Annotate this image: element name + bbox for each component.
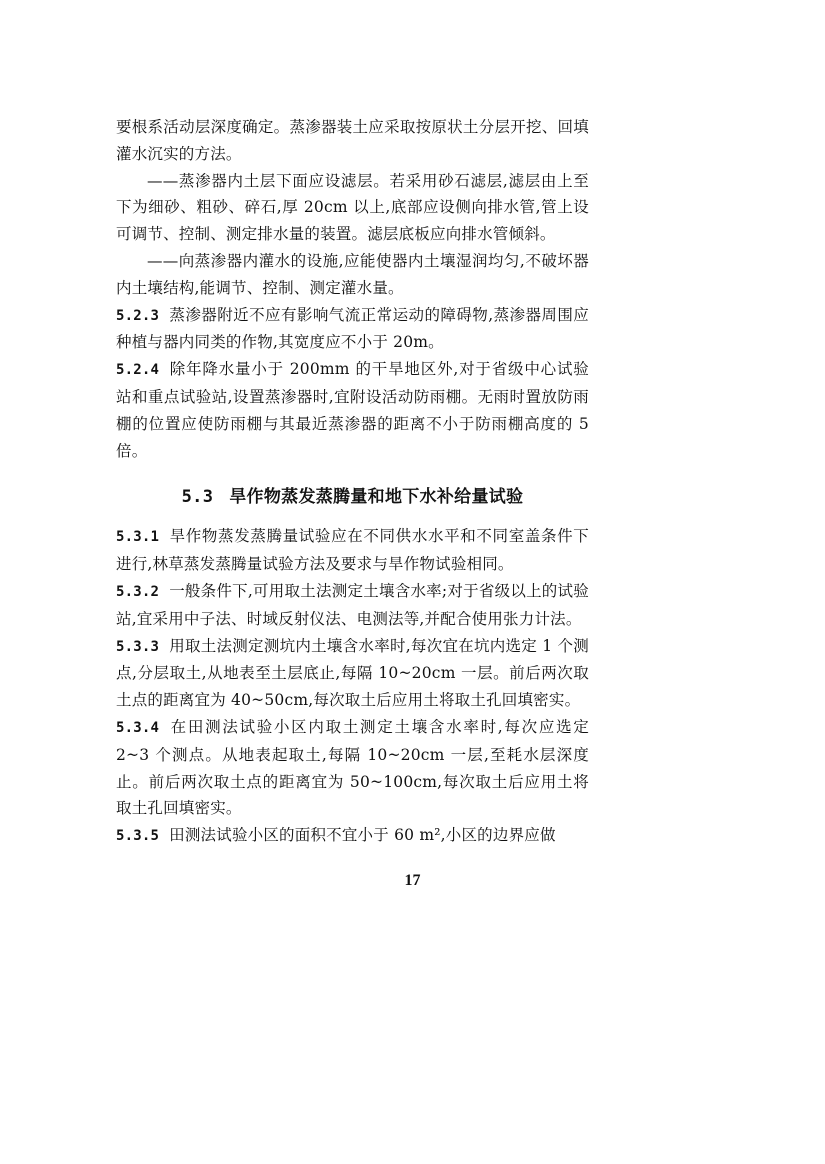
clause-number: 5.3.2 [116,583,160,600]
clause-5-2-3 [116,302,589,357]
clause-number: 5.2.3 [116,307,160,324]
clause-number: 5.3.4 [116,719,160,736]
clause-5-3-2 [116,578,589,633]
section-heading [116,482,589,507]
paragraph-text: 除年降水量小于 200mm 的干旱地区外,对于省级中心试验站和重点试验站,设置蒸渗器时,宜附设活动防雨棚。无雨时置放防雨棚的位置应使防雨棚与其最近蒸渗器的距离不小于防雨棚高度的 5 倍。 [116,360,589,460]
bottom-paragraphs [116,523,589,850]
clause-5-3-5 [116,822,589,850]
paragraph-text: 旱作物蒸发蒸腾量试验应在不同供水水平和不同室盖条件下进行,林草蒸发蒸腾量试验方法及要求与旱作物试验相同。 [116,527,589,574]
page-number: 17 [404,872,421,889]
paragraph-text: 用取土法测定测坑内土壤含水率时,每次宜在坑内选定 1 个测点,分层取土,从地表至土层底止,每隔 10~20cm 一层。前后两次取土点的距离宜为 40~50cm,每次取土后应用土将取土孔回填密实。 [116,636,589,710]
top-paragraphs [116,114,589,464]
section-number: 5.3 [181,487,214,508]
section-title: 旱作物蒸发蒸腾量和地下水补给量试验 [229,487,524,508]
clause-5-3-4 [116,714,589,822]
paragraph-text: 要根系活动层深度确定。蒸渗器装土应采取按原状土分层开挖、回填灌水沉实的方法。 [116,118,589,163]
clause-5-2-4 [116,356,589,464]
paragraph [116,248,589,302]
paragraph-text: 在田测法试验小区内取土测定土壤含水率时,每次应选定 2~3 个测点。从地表起取土,每隔 10~20cm 一层,至耗水层深度止。前后两次取土点的距离宜为 50~100cm,每次取土后应用土将取土孔回填密实。 [116,717,589,818]
page-body [116,114,589,850]
clause-number: 5.2.4 [116,362,160,379]
clause-number: 5.3.3 [116,638,160,655]
paragraph-text: 田测法试验小区的面积不宜小于 60 m²,小区的边界应做 [169,826,556,845]
paragraph [116,114,589,168]
paragraph [116,168,589,248]
paragraph-text: ——向蒸渗器内灌水的设施,应能使器内土壤湿润均匀,不破坏器内土壤结构,能调节、控制、测定灌水量。 [116,251,589,297]
paragraph-text: 蒸渗器附近不应有影响气流正常运动的障碍物,蒸渗器周围应种植与器内同类的作物,其宽度应不小于 20m。 [116,305,589,352]
paragraph-text: 一般条件下,可用取土法测定土壤含水率;对于省级以上的试验站,宜采用中子法、时域反射仪法、电测法等,并配合使用张力计法。 [116,581,589,628]
clause-number: 5.3.5 [116,828,160,845]
paragraph-text: ——蒸渗器内土层下面应设滤层。若采用砂石滤层,滤层由上至下为细砂、粗砂、碎石,厚 20cm 以上,底部应设侧向排水管,管上设可调节、控制、测定排水量的装置。滤层底板应向排水管倾斜。 [116,171,589,244]
clause-5-3-3 [116,633,589,714]
clause-5-3-1 [116,523,589,578]
clause-number: 5.3.1 [116,529,160,546]
